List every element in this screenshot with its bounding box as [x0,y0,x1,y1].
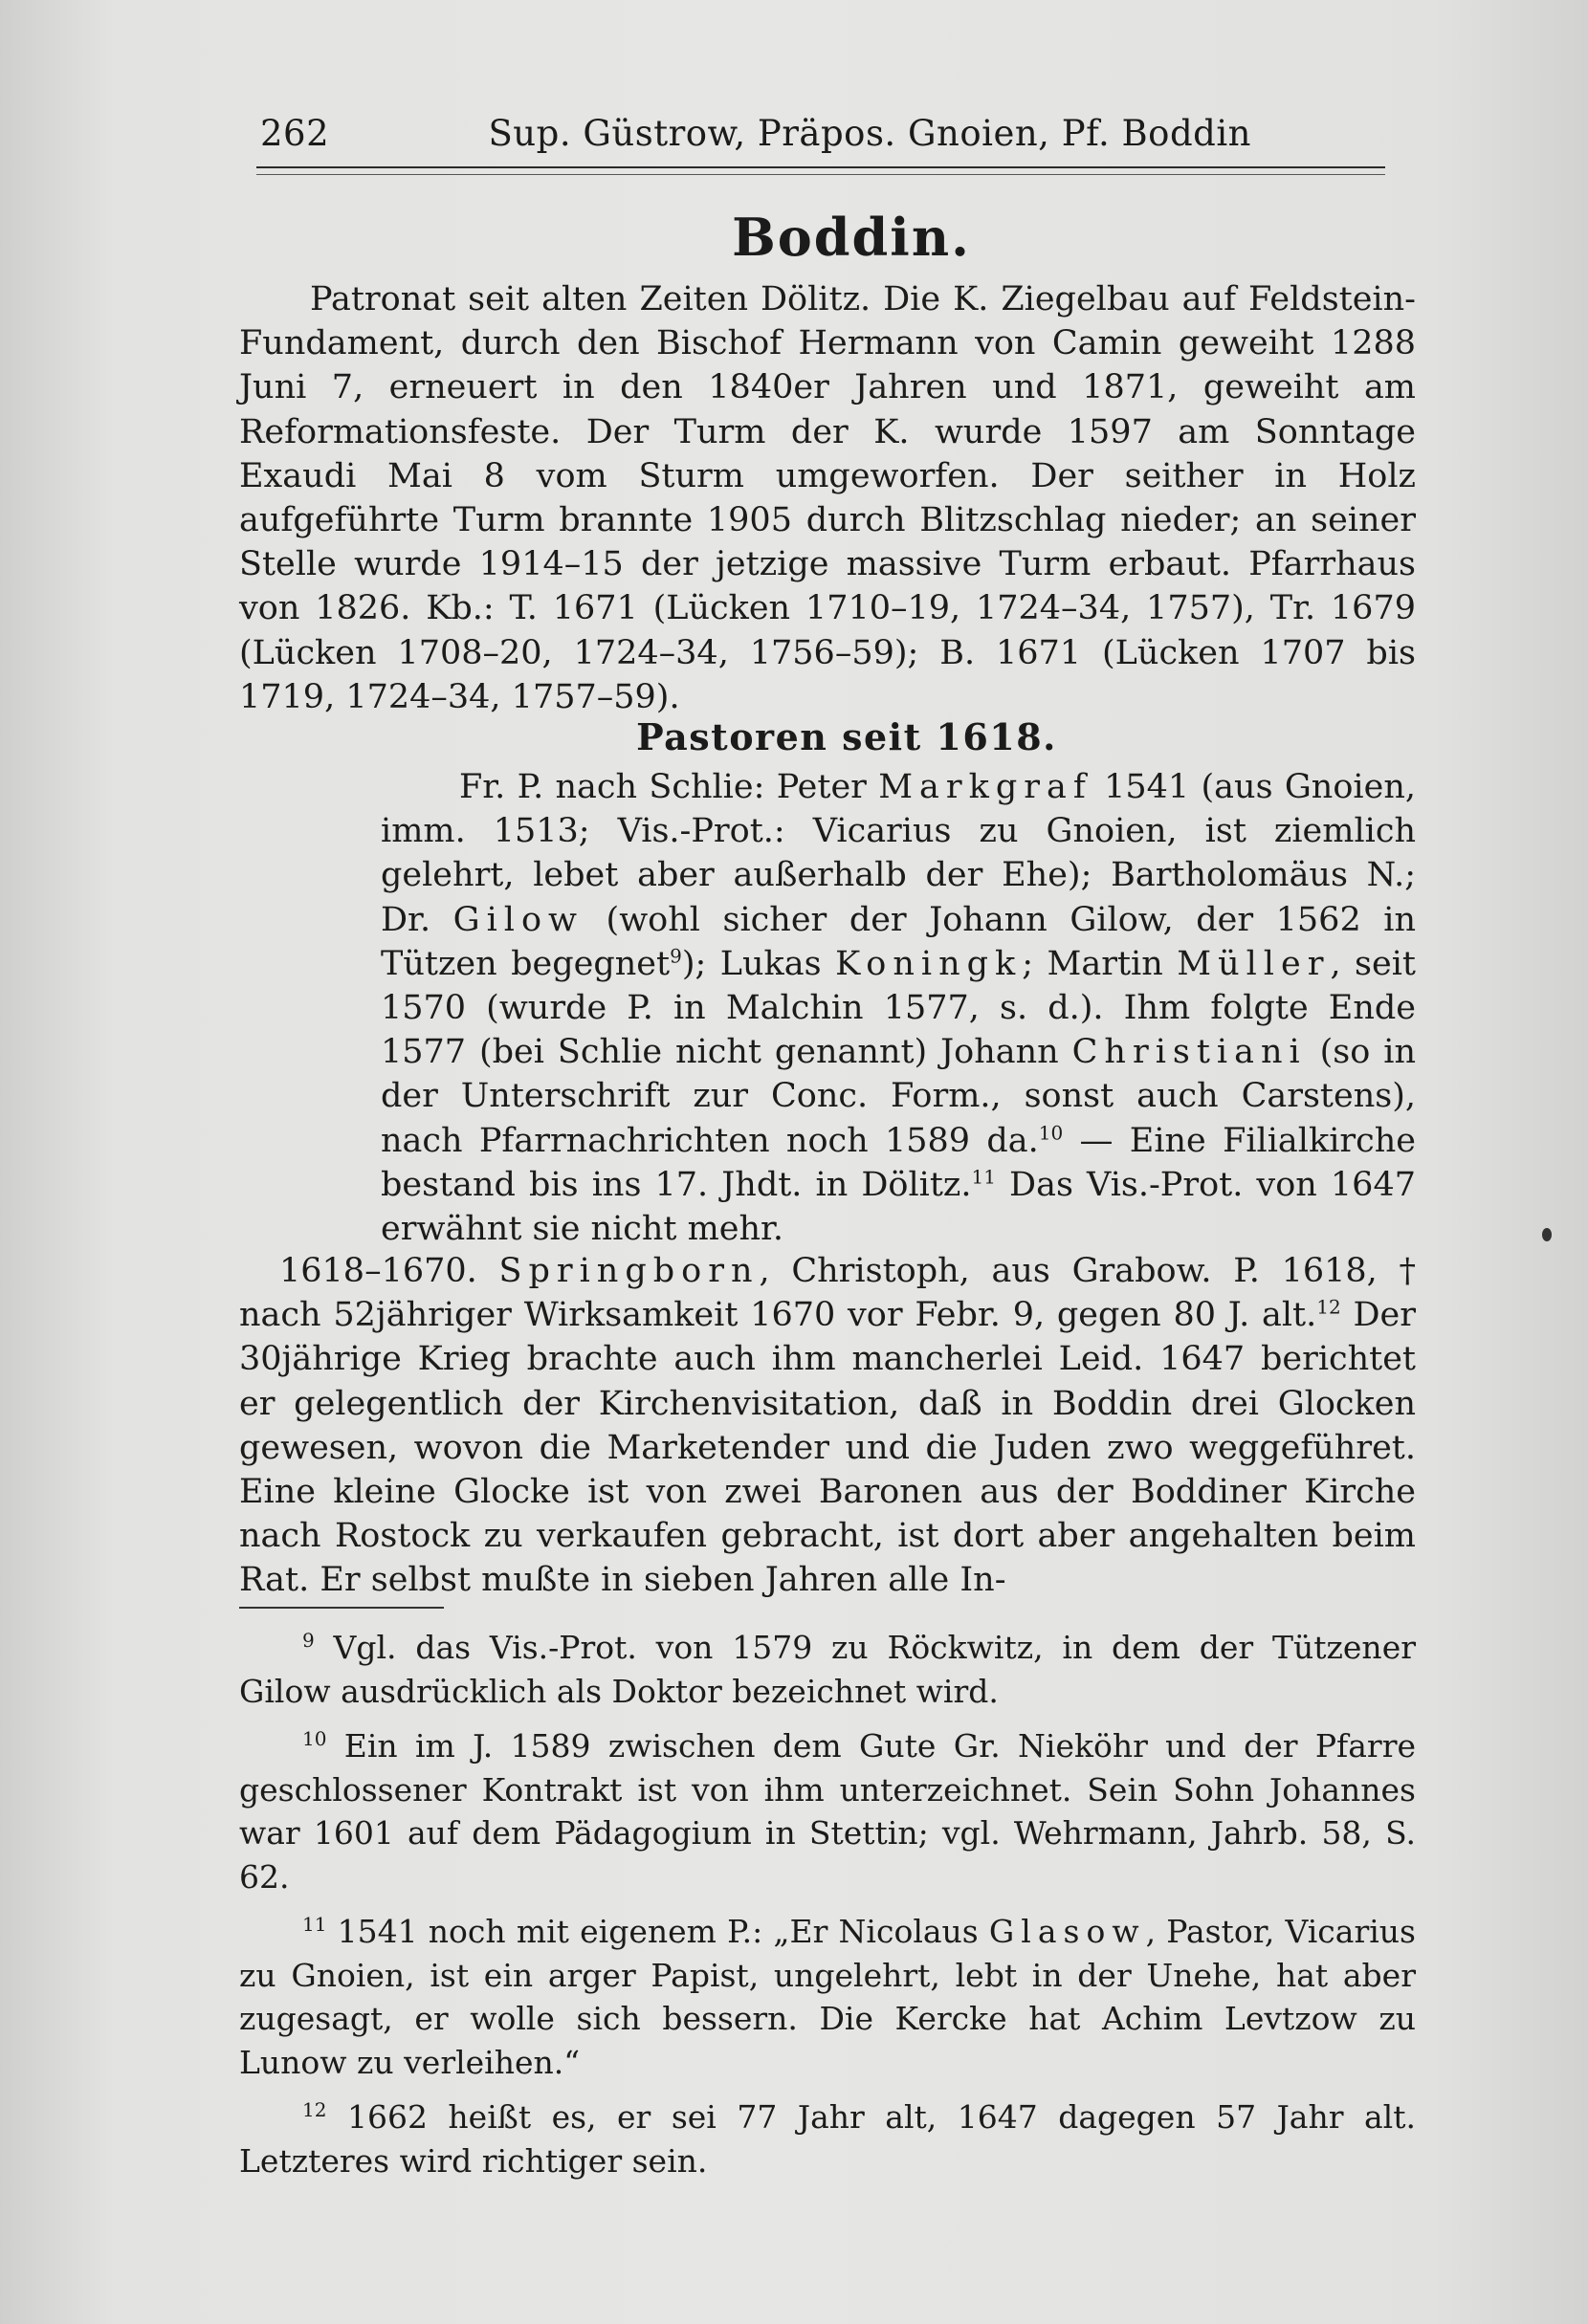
header-rule-thin [256,174,1385,175]
text-run: Das Vis.-Prot. von 1647 erwähnt sie nicht mehr. [381,1165,1416,1249]
text-run: ); Lukas [681,944,836,983]
text-run: 1541 (aus Gnoien, imm. 1513; Vis.-Prot.: Vicarius zu Gnoien, ist ziemlich gelehrt, lebet aber außerhalb der Ehe); Bartholomäus N.; Dr. [381,768,1416,939]
pastor-name: Koningk [835,944,1023,983]
footnote [239,2095,1416,2182]
footnote [239,1724,1416,1898]
text-run: — Eine Filialkirche bestand bis ins 17. Jhdt. in Dölitz. [381,1121,1416,1204]
ink-spot [1542,1228,1552,1241]
footnote-text: 1662 heißt es, er sei 77 Jahr alt, 1647 dagegen 57 Jahr alt. Letzteres wird richtiger sein. [239,2098,1416,2180]
footnote-text: Ein im J. 1589 zwischen dem Gute Gr. Nieköhr und der Pfarre geschlossener Kontrakt ist von ihm unterzeichnet. Sein Sohn Johannes war 1601 auf dem Pädagogium in Stettin; vgl. Wehrmann, Jahrb. 58, S. 62. [239,1727,1417,1896]
text-run: 1618–1670. [279,1252,499,1290]
page-header [256,107,1251,164]
pastor-name: Springborn [498,1252,760,1290]
text-run: , Christoph, aus Grabow. P. 1618, † nach 52jähriger Wirksamkeit 1670 vor Febr. 9, gegen 80 J. alt. [239,1252,1416,1335]
pastor-name: Markgraf [878,768,1092,806]
footnote [239,1626,1416,1713]
page-title: Boddin. [732,207,971,268]
footnotes [239,1626,1416,2194]
header-rule [256,166,1385,168]
pastor-name: Müller [1177,944,1331,983]
pastor-name: Christiani [1071,1033,1307,1072]
footnote-rule [239,1607,444,1609]
footnote-text: Vgl. das Vis.-Prot. von 1579 zu Röckwitz, in dem der Tützener Gilow ausdrücklich als Doktor bezeichnet wird. [239,1629,1416,1710]
footnote-text: , Pastor, Vicarius zu Gnoien, ist ein arger Papist, ungelehrt, lebt in der Unehe, hat aber zugesagt, er wolle sich bessern. Die Kercke hat Achim Levtzow zu Lunow zu verleihen.“ [239,1913,1416,2081]
intro-paragraph [239,277,1416,719]
text-run: Fr. P. nach Schlie: Peter [459,768,879,806]
pastor-entry-text [239,1249,1416,1603]
text-run: (wohl sicher der Johann Gilow, der 1562 in Tützen begegnet [381,900,1416,983]
running-title: Sup. Güstrow, Präpos. Gnoien, Pf. Boddin [488,113,1251,154]
footnote-ref: 12 [1316,1295,1341,1319]
footnote-ref: 9 [670,944,682,968]
intro-text: Patronat seit alten Zeiten Dölitz. Die K. Ziegelbau auf Feldstein-Fundament, durch den Bischof Hermann von Camin geweiht 1288 Juni 7, erneuert in den 1840er Jahren und 1871, geweiht am Reformationsfeste. Der Turm der K. wurde 1597 am Sonntage Exaudi Mai 8 vom Sturm umgeworfen. Der seither in Holz aufgeführte Turm brannte 1905 durch Blitzschlag nieder; an seiner Stelle wurde 1914–15 der jetzige massive Turm erbaut. Pfarrhaus von 1826. Kb.: T. 1671 (Lücken 1710–19, 1724–34, 1757), Tr. 1679 (Lücken 1708–20, 1724–34, 1756–59); B. 1671 (Lücken 1707 bis 1719, 1724–34, 1757–59). [239,280,1416,716]
footnote-number: 11 [302,1913,327,1936]
pastor-entry-1618 [239,1249,1416,1603]
footnote-ref: 11 [971,1165,996,1189]
text-run: (so in der Unterschrift zur Conc. Form., sonst auch Carstens), nach Pfarrnachrichten noch 1589 da. [381,1033,1416,1160]
early-pastors-text [381,765,1416,1251]
text-run: Der 30jährige Krieg brachte auch ihm mancherlei Leid. 1647 berichtet er gelegentlich der Kirchenvisitation, daß in Boddin drei Glocken gewesen, wovon die Marketender und die Juden zwo weggeführet. Eine kleine Glocke ist von zwei Baronen aus der Boddiner Kirche nach Rostock zu verkaufen gebracht, ist dort aber angehalten beim Rat. Er selbst mußte in sieben Jahren alle In- [239,1296,1416,1600]
footnote-text: 1541 noch mit eigenem P.: „Er Nicolaus [337,1913,989,1950]
footnote-number: 9 [302,1629,315,1652]
text-run: , seit 1570 (wurde P. in Malchin 1577, s. d.). Ihm folgte Ende 1577 (bei Schlie nicht genannt) Johann [381,944,1416,1072]
person-name: Glasow [988,1913,1146,1950]
footnote-number: 10 [302,1727,327,1750]
text-run: ; Martin [1022,944,1178,983]
page-number: 262 [260,113,330,154]
footnote [239,1910,1416,2084]
early-pastors-paragraph [381,765,1416,1251]
footnote-number: 12 [302,2098,327,2121]
footnote-ref: 10 [1038,1120,1064,1144]
pastors-heading: Pastoren seit 1618. [636,715,1057,758]
pastor-name: Gilow [452,900,584,939]
